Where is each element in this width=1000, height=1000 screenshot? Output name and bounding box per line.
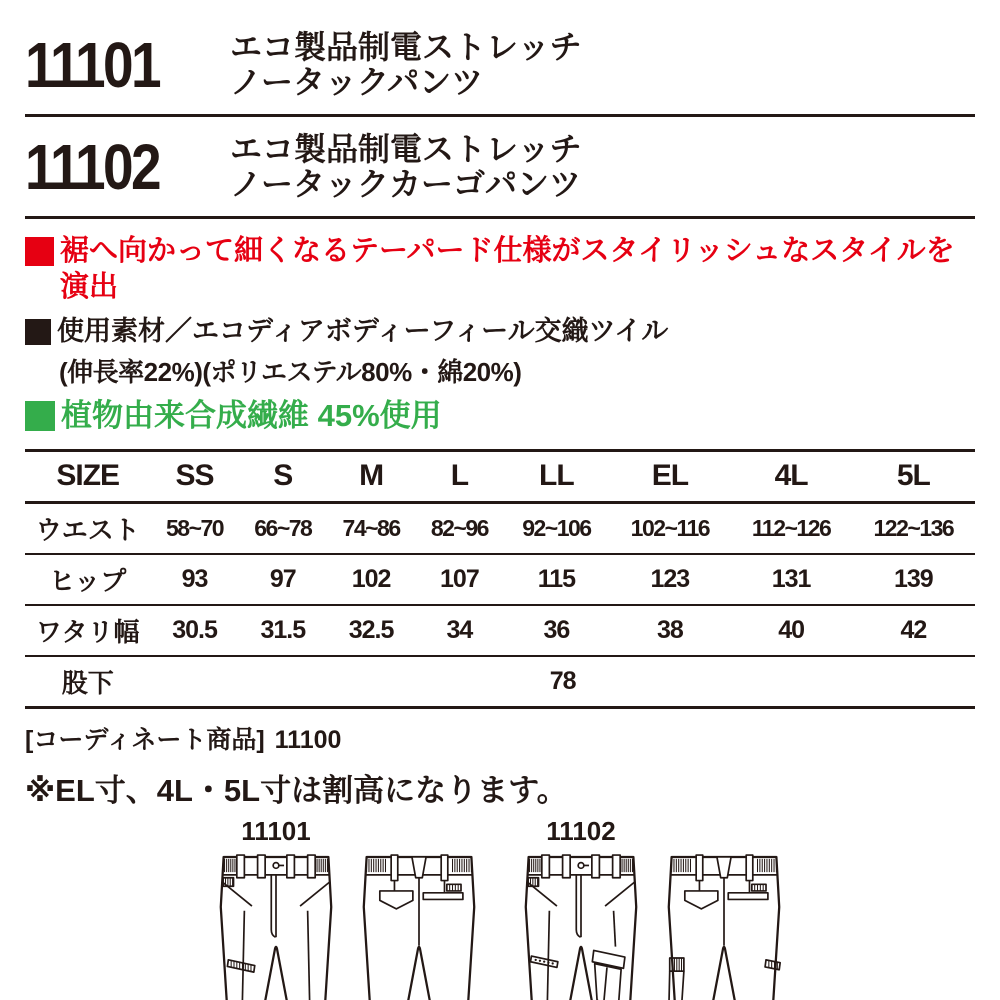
cell: 139 xyxy=(894,565,933,593)
product-header-2 xyxy=(25,126,975,208)
size-table xyxy=(25,449,975,709)
figure-11101 xyxy=(217,816,478,1000)
size-col-ll: LL xyxy=(539,459,574,492)
cell: 31.5 xyxy=(260,616,306,644)
feature-list xyxy=(25,233,975,436)
row-label: ウエスト xyxy=(35,515,140,545)
size-col-4l: 4L xyxy=(774,459,808,492)
cell: 42 xyxy=(900,616,927,644)
cell: 40 xyxy=(778,616,804,644)
pants-11102-front-drawing xyxy=(522,850,640,1000)
product-drawings xyxy=(25,816,975,1000)
cell: 32.5 xyxy=(348,616,394,644)
feature-eco xyxy=(25,397,975,436)
cell: 34 xyxy=(446,616,473,644)
row-label: ワタリ幅 xyxy=(35,617,140,647)
table-row-hip xyxy=(25,554,975,605)
cell: 115 xyxy=(537,565,576,593)
feature-tapered xyxy=(25,233,975,306)
table-row-watari xyxy=(25,605,975,656)
cell: 58~70 xyxy=(165,515,224,541)
cell: 74~86 xyxy=(342,515,400,541)
price-note: ※EL寸、4L・5L寸は割高になります。 xyxy=(25,773,568,808)
cell: 82~96 xyxy=(430,515,488,541)
coordinate-items xyxy=(25,720,975,756)
row-label: 股下 xyxy=(61,668,114,698)
size-col-el: EL xyxy=(651,459,689,492)
feature-material xyxy=(25,315,975,349)
section-divider xyxy=(25,114,975,117)
cell: 122~136 xyxy=(873,515,954,541)
section-divider xyxy=(25,216,975,219)
cell: 112~126 xyxy=(751,515,831,541)
cell-inseam-span: 78 xyxy=(549,667,576,695)
cell: 131 xyxy=(771,565,811,593)
product-name-2-line1: エコ製品制電ストレッチ xyxy=(230,130,582,167)
size-header: SIZE xyxy=(56,459,120,492)
product-code-2: 11102 xyxy=(25,131,160,203)
size-col-5l: 5L xyxy=(896,459,930,492)
cell: 93 xyxy=(181,565,208,593)
pants-11102-back-drawing xyxy=(665,850,783,1000)
size-col-m: M xyxy=(359,459,384,492)
feature-tapered-text: 裾へ向かって細くなるテーパード仕様がスタイリッシュなスタイルを演出 xyxy=(60,235,955,304)
figure-label: 11101 xyxy=(241,816,311,846)
product-name-2-line2: ノータックカーゴパンツ xyxy=(230,166,582,202)
product-name-1-line1: エコ製品制電ストレッチ xyxy=(230,28,582,65)
product-header-1 xyxy=(25,24,975,106)
cell: 102 xyxy=(351,565,391,593)
cell: 92~106 xyxy=(522,515,591,541)
cell: 36 xyxy=(543,616,570,644)
row-label: ヒップ xyxy=(49,566,127,596)
cell: 123 xyxy=(650,565,690,593)
product-name-1-line2: ノータックパンツ xyxy=(230,64,484,100)
black-square-bullet-icon xyxy=(25,319,51,345)
table-row-inseam xyxy=(25,656,975,708)
cell: 30.5 xyxy=(172,616,217,644)
feature-material-detail: (伸長率22%)(ポリエステル80%・綿20%) xyxy=(59,357,522,388)
product-code-1: 11101 xyxy=(25,29,160,101)
cell: 66~78 xyxy=(254,515,312,541)
green-square-bullet-icon xyxy=(25,401,55,431)
red-square-bullet-icon xyxy=(25,237,54,266)
pants-11101-back-drawing xyxy=(360,850,478,1000)
cell: 102~116 xyxy=(630,515,710,541)
coordinate-value: 11100 xyxy=(274,726,342,754)
cell: 97 xyxy=(269,565,296,593)
figure-11102 xyxy=(522,816,783,1000)
feature-eco-text: 植物由来合成繊維 45%使用 xyxy=(61,398,442,434)
size-col-s: S xyxy=(273,459,293,492)
size-col-ss: SS xyxy=(175,459,214,492)
size-table-header-row xyxy=(25,451,975,503)
cell: 107 xyxy=(440,565,479,593)
feature-material-text: 使用素材／エコディアボディーフィール交織ツイル xyxy=(57,315,669,346)
product-name-1 xyxy=(230,30,582,100)
figure-label: 11102 xyxy=(546,816,616,846)
pants-11101-front-drawing xyxy=(217,850,335,1000)
coordinate-label: [コーディネート商品] xyxy=(25,726,265,754)
product-name-2 xyxy=(230,132,582,202)
cell: 38 xyxy=(656,616,683,644)
size-col-l: L xyxy=(450,459,469,492)
table-row-waist xyxy=(25,503,975,555)
